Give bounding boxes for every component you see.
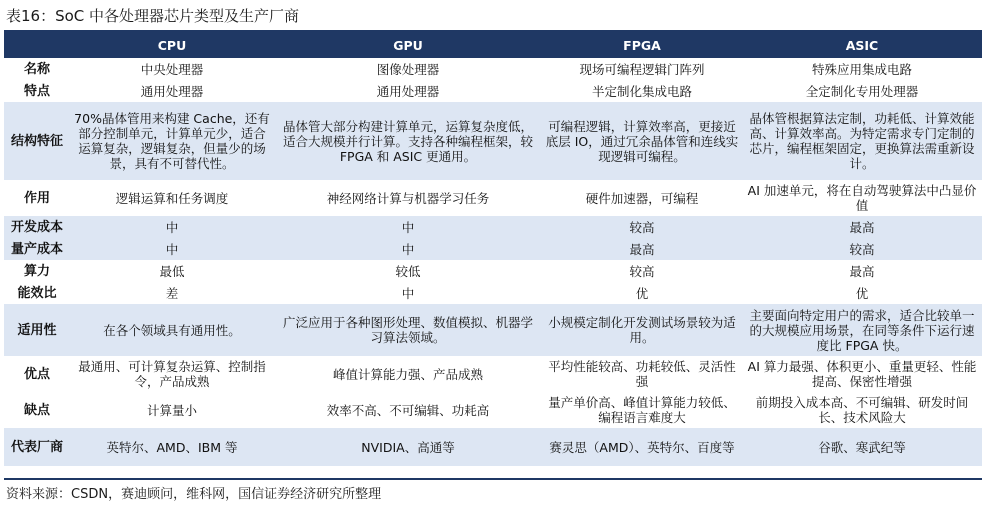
table-cell: 最高 [742,260,982,282]
table-cell: 最高 [542,238,742,260]
table-cell: 中 [274,238,542,260]
header-cell-cpu: CPU [70,32,274,58]
row-label: 算力 [4,260,70,282]
table-caption: 表16：SoC 中各处理器芯片类型及生产厂商 [6,7,300,25]
table-cell: 谷歌、寒武纪等 [742,428,982,466]
table-cell: 通用处理器 [274,80,542,102]
row-label: 作用 [4,180,70,216]
table-cell: 最高 [742,216,982,238]
table-cell: 全定制化专用处理器 [742,80,982,102]
table-row [4,428,982,466]
table-cell: 硬件加速器，可编程 [542,180,742,216]
table-cell: 赛灵思（AMD）、英特尔、百度等 [542,428,742,466]
table-row [4,180,982,216]
table-cell: 较高 [742,238,982,260]
table-cell: 神经网络计算与机器学习任务 [274,180,542,216]
row-label: 名称 [4,58,70,80]
table-cell: 小规模定制化开发测试场景较为适用。 [542,304,742,356]
header-cell-empty [4,32,70,58]
header-cell-asic: ASIC [742,32,982,58]
table-cell: 晶体管根据算法定制，功耗低、计算效能高、计算效率高。为特定需求专门定制的芯片，编程框架固定，更换算法需重新设计。 [742,102,982,180]
table-cell: NVIDIA、高通等 [274,428,542,466]
table-row [4,282,982,304]
table-cell: 较高 [542,260,742,282]
table-cell: 图像处理器 [274,58,542,80]
table-cell: 较高 [542,216,742,238]
header-cell-gpu: GPU [274,32,542,58]
table-cell: AI 算力最强、体积更小、重量更轻、性能提高、保密性增强 [742,356,982,392]
table-cell: 中 [274,216,542,238]
row-label: 缺点 [4,392,70,428]
table-cell: 通用处理器 [70,80,274,102]
source-note: 资料来源：CSDN，赛迪顾问，维科网，国信证券经济研究所整理 [6,487,382,502]
table-cell: 差 [70,282,274,304]
table-cell: 中 [70,238,274,260]
row-label: 量产成本 [4,238,70,260]
header-cell-fpga: FPGA [542,32,742,58]
table-cell: 计算量小 [70,392,274,428]
table-row [4,238,982,260]
table-cell: 主要面向特定用户的需求，适合比较单一的大规模应用场景，在同等条件下运行速度比 FPGA 快。 [742,304,982,356]
row-label: 适用性 [4,304,70,356]
table-cell: 平均性能较高、功耗较低、灵活性强 [542,356,742,392]
table-cell: 较低 [274,260,542,282]
table-cell: 特殊应用集成电路 [742,58,982,80]
table-cell: 英特尔、AMD、IBM 等 [70,428,274,466]
table-cell: 效率不高、不可编辑、功耗高 [274,392,542,428]
table-row [4,304,982,356]
table-cell: 逻辑运算和任务调度 [70,180,274,216]
table-row [4,58,982,80]
table-cell: 广泛应用于各种图形处理、数值模拟、机器学习算法领域。 [274,304,542,356]
table-cell: 最低 [70,260,274,282]
row-label: 代表厂商 [4,428,70,466]
row-label: 优点 [4,356,70,392]
row-label: 结构特征 [4,102,70,180]
table-cell: 中 [70,216,274,238]
table-cell: 现场可编程逻辑门阵列 [542,58,742,80]
table-cell: 可编程逻辑，计算效率高，更接近底层 IO，通过冗余晶体管和连线实现逻辑可编程。 [542,102,742,180]
table-row [4,102,982,180]
table-cell: AI 加速单元，将在自动驾驶算法中凸显价值 [742,180,982,216]
comparison-table [4,32,982,466]
table-cell: 峰值计算能力强、产品成熟 [274,356,542,392]
table-cell: 晶体管大部分构建计算单元，运算复杂度低，适合大规模并行计算。支持各种编程框架，较 FPGA 和 ASIC 更通用。 [274,102,542,180]
table-header-row [4,32,982,58]
table-row [4,216,982,238]
table-cell: 前期投入成本高、不可编辑、研发时间长、技术风险大 [742,392,982,428]
table-row [4,392,982,428]
table-cell: 70%晶体管用来构建 Cache，还有部分控制单元，计算单元少，适合运算复杂，逻辑复杂，但量少的场景，具有不可替代性。 [70,102,274,180]
table-row [4,80,982,102]
row-label: 开发成本 [4,216,70,238]
table-cell: 中 [274,282,542,304]
row-label: 能效比 [4,282,70,304]
bottom-rule [4,478,982,480]
table-cell: 量产单价高、峰值计算能力较低、编程语言难度大 [542,392,742,428]
table-row [4,356,982,392]
table-cell: 优 [742,282,982,304]
table-cell: 优 [542,282,742,304]
table-row [4,260,982,282]
table-cell: 中央处理器 [70,58,274,80]
row-label: 特点 [4,80,70,102]
table-cell: 最通用、可计算复杂运算、控制指令，产品成熟 [70,356,274,392]
table-cell: 在各个领域具有通用性。 [70,304,274,356]
table-cell: 半定制化集成电路 [542,80,742,102]
